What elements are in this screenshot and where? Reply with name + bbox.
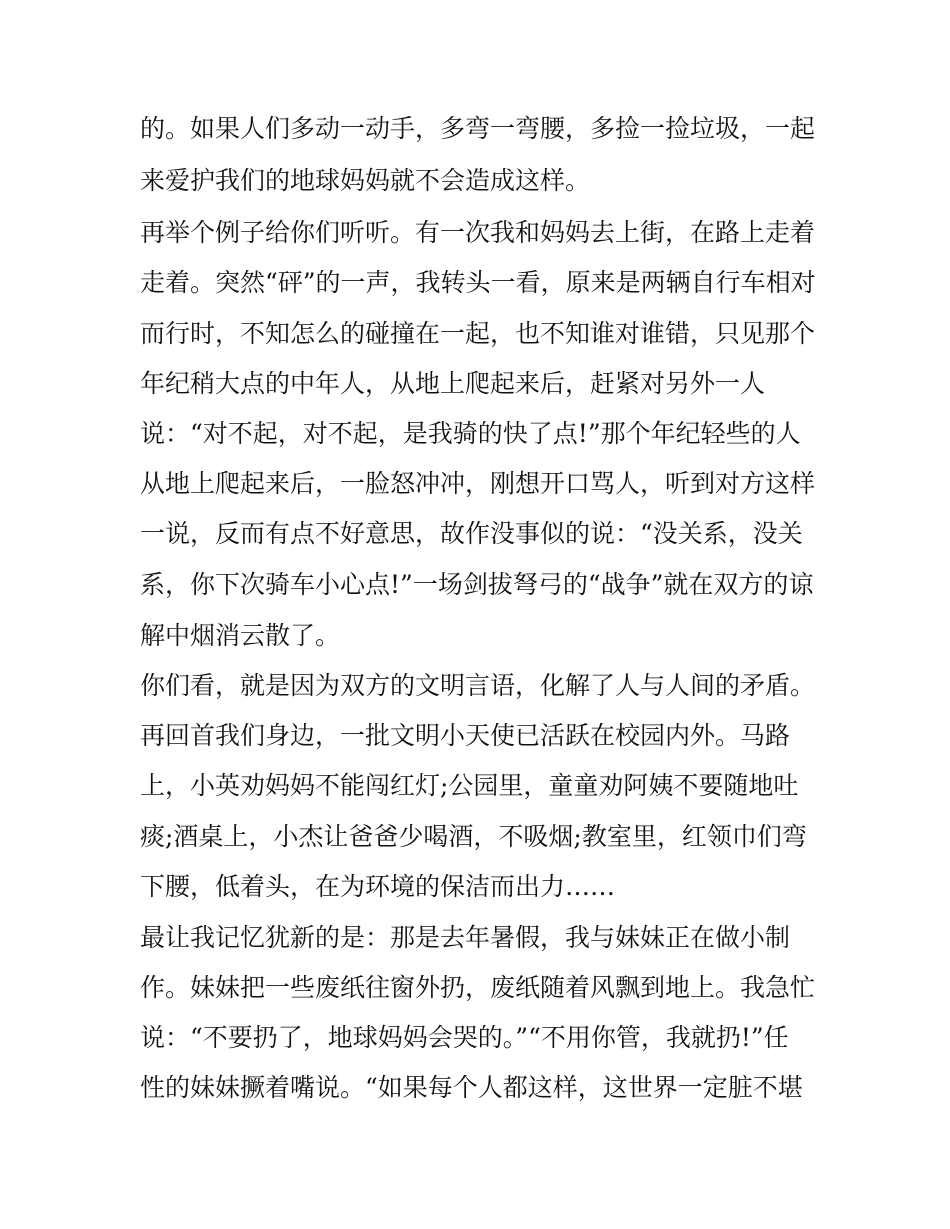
- text-line: 作。妹妹把一些废纸往窗外扔，废纸随着风飘到地上。我急忙: [140, 973, 816, 1002]
- text-line: 上，小英劝妈妈不能闯红灯;公园里，童童劝阿姨不要随地吐: [140, 771, 799, 800]
- text-line: 来爱护我们的地球妈妈就不会造成这样。: [140, 166, 591, 195]
- text-line: 年纪稍大点的中年人，从地上爬起来后，赶紧对另外一人: [140, 369, 766, 398]
- text-line: 而行时，不知怎么的碰撞在一起，也不知谁对谁错，只见那个: [140, 319, 816, 348]
- text-line: 最让我记忆犹新的是：那是去年暑假，我与妹妹正在做小制: [140, 923, 791, 952]
- text-line: 从地上爬起来后，一脸怒冲冲，刚想开口骂人，听到对方这样: [140, 469, 816, 498]
- text-line: 再回首我们身边，一批文明小天使已活跃在校园内外。马路: [140, 721, 791, 750]
- text-line: 说：“不要扔了，地球妈妈会哭的。”“不用你管，我就扔!”任: [140, 1023, 789, 1052]
- text-line: 性的妹妹撅着嘴说。“如果每个人都这样，这世界一定脏不堪: [140, 1073, 803, 1102]
- text-line: 一说，反而有点不好意思，故作没事似的说：“没关系，没关: [140, 519, 803, 548]
- text-line: 解中烟消云散了。: [140, 621, 341, 650]
- text-line: 你们看，就是因为双方的文明言语，化解了人与人间的矛盾。: [140, 671, 816, 700]
- text-line: 再举个例子给你们听听。有一次我和妈妈去上街，在路上走着: [140, 218, 816, 247]
- text-line: 系，你下次骑车小心点!”一场剑拔弩弓的“战争”就在双方的谅: [140, 570, 814, 599]
- text-line: 说：“对不起，对不起，是我骑的快了点!”那个年纪轻些的人: [140, 419, 801, 448]
- text-line: 痰;酒桌上，小杰让爸爸少喝酒，不吸烟;教室里，红领巾们弯: [140, 822, 807, 851]
- text-line: 的。如果人们多动一动手，多弯一弯腰，多捡一捡垃圾，一起: [140, 114, 816, 143]
- text-line: 下腰，低着头，在为环境的保洁而出力……: [140, 872, 616, 901]
- text-line: 走着。突然“砰”的一声，我转头一看，原来是两辆自行车相对: [140, 268, 816, 297]
